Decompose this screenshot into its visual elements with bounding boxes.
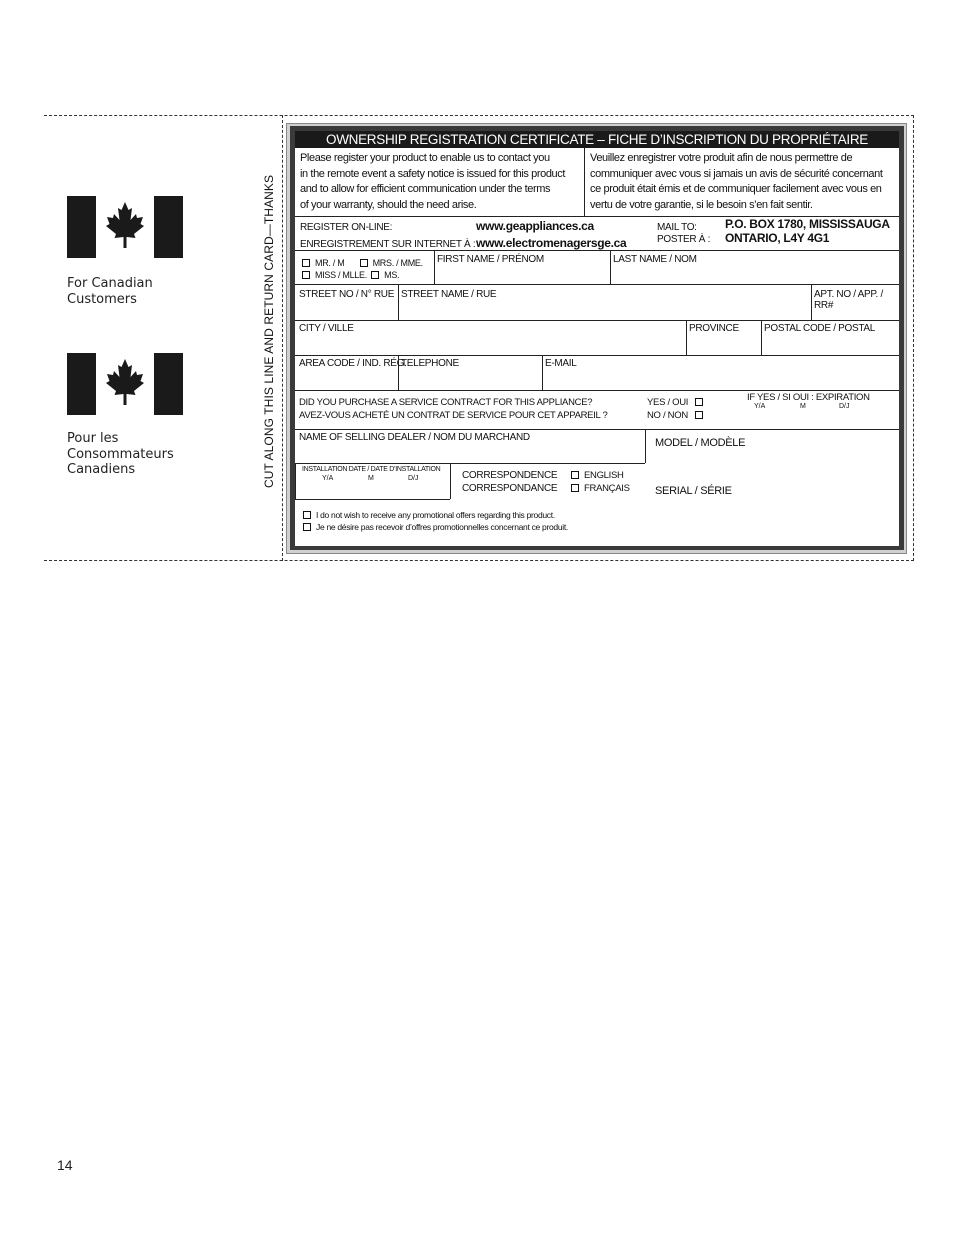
expiration-label: IF YES / SI OUI : EXPIRATION	[747, 392, 870, 403]
telephone-field[interactable]: TELEPHONE	[401, 358, 459, 369]
register-online-label: REGISTER ON-LINE:	[300, 222, 393, 233]
register-online-link[interactable]: www.geappliances.ca	[476, 219, 594, 233]
checkbox-no[interactable]	[695, 411, 703, 419]
cut-line-left	[282, 115, 283, 561]
cut-line-top	[44, 115, 914, 116]
checkbox-mr[interactable]	[302, 259, 310, 267]
optout-english: I do not wish to receive any promotional offers regarding this product.	[301, 510, 555, 521]
flag-caption-english: For Canadian Customers	[67, 276, 153, 307]
flag-caption-french: Pour les Consommateurs Canadiens	[67, 431, 174, 477]
cut-instruction: CUT ALONG THIS LINE AND RETURN CARD—THANKS	[262, 174, 276, 488]
intro-english: Please register your product to enable us to contact you in the remote event a safety notice is issued for this product and to allow for efficient communication under the terms of your warranty, should the need arise.	[300, 152, 566, 211]
install-date-label: INSTALLATION DATE / DATE D’INSTALLATION	[302, 466, 441, 473]
last-name-field[interactable]: LAST NAME / NOM	[613, 254, 697, 265]
first-name-field[interactable]: FIRST NAME / PRÉNOM	[437, 254, 544, 265]
postal-code-field[interactable]: POSTAL CODE / POSTAL	[764, 323, 876, 334]
province-field[interactable]: PROVINCE	[689, 323, 739, 334]
expiration-day-label: D/J	[839, 403, 850, 410]
page-number: 14	[57, 1157, 73, 1173]
checkbox-miss[interactable]	[302, 271, 310, 279]
model-field[interactable]: MODEL / MODÈLE	[655, 437, 746, 449]
service-yes-option: YES / OUI	[647, 397, 708, 408]
cut-line-bottom	[44, 560, 914, 561]
mail-address-line2: ONTARIO, L4Y 4G1	[725, 231, 830, 245]
mail-to-label: MAIL TO:	[657, 222, 697, 233]
register-french-link[interactable]: www.electromenagersge.ca	[476, 236, 627, 250]
serial-field[interactable]: SERIAL / SÉRIE	[655, 485, 732, 497]
checkbox-yes[interactable]	[695, 398, 703, 406]
install-day-label: D/J	[408, 475, 419, 482]
service-no-option: NO / NON	[647, 410, 708, 421]
street-name-field[interactable]: STREET NAME / RUE	[401, 289, 497, 300]
correspondence-english-label: CORRESPONDENCE	[462, 470, 558, 481]
checkbox-optout-french[interactable]	[303, 523, 311, 531]
card-title: OWNERSHIP REGISTRATION CERTIFICATE – FICHE D’INSCRIPTION DU PROPRIÉTAIRE	[295, 131, 899, 148]
correspondence-french-label: CORRESPONDANCE	[462, 483, 558, 494]
maple-leaf-icon	[96, 196, 154, 258]
install-year-label: Y/A	[322, 475, 334, 482]
intro-french: Veuillez enregistrer votre produit afin de nous permettre de communiquer avec vous si jamais un avis de sécurité concernant ce produit était émis et de communiquer facilement avec vous en vertu de votre garantie, si le besoin s’en fait sentir.	[590, 152, 883, 211]
service-question-english: DID YOU PURCHASE A SERVICE CONTRACT FOR THIS APPLIANCE?	[299, 397, 593, 408]
expiration-month-label: M	[800, 403, 806, 410]
service-question-french: AVEZ-VOUS ACHETÉ UN CONTRAT DE SERVICE POUR CET APPAREIL ?	[299, 410, 608, 421]
cut-line-right	[913, 115, 914, 561]
language-french-option: FRANÇAIS	[569, 483, 630, 494]
checkbox-optout-english[interactable]	[303, 511, 311, 519]
poster-label: POSTER À :	[657, 234, 711, 245]
registration-card	[295, 131, 899, 546]
register-french-label: ENREGISTREMENT SUR INTERNET À :	[300, 239, 476, 250]
maple-leaf-icon	[96, 353, 154, 415]
title-options: MR. / M MRS. / MME. MISS / MLLE. MS.	[300, 257, 423, 281]
checkbox-mrs[interactable]	[360, 259, 368, 267]
city-field[interactable]: CITY / VILLE	[299, 323, 354, 334]
checkbox-ms[interactable]	[371, 271, 379, 279]
optout-french: Je ne désire pas recevoir d’offres promotionnelles concernant ce produit.	[301, 522, 568, 533]
checkbox-english[interactable]	[571, 471, 579, 479]
apt-no-field[interactable]: APT. NO / APP. / RR#	[814, 289, 883, 311]
email-field[interactable]: E-MAIL	[545, 358, 577, 369]
area-code-field[interactable]: AREA CODE / IND. RÉG.	[299, 358, 407, 369]
mail-address-line1: P.O. BOX 1780, MISSISSAUGA	[725, 217, 890, 231]
install-month-label: M	[368, 475, 374, 482]
checkbox-francais[interactable]	[571, 484, 579, 492]
expiration-year-label: Y/A	[754, 403, 766, 410]
canada-flag-icon	[67, 196, 183, 258]
street-no-field[interactable]: STREET NO / N° RUE	[299, 289, 395, 300]
language-english-option: ENGLISH	[569, 470, 624, 481]
canada-flag-icon	[67, 353, 183, 415]
dealer-field[interactable]: NAME OF SELLING DEALER / NOM DU MARCHAND	[299, 432, 530, 443]
